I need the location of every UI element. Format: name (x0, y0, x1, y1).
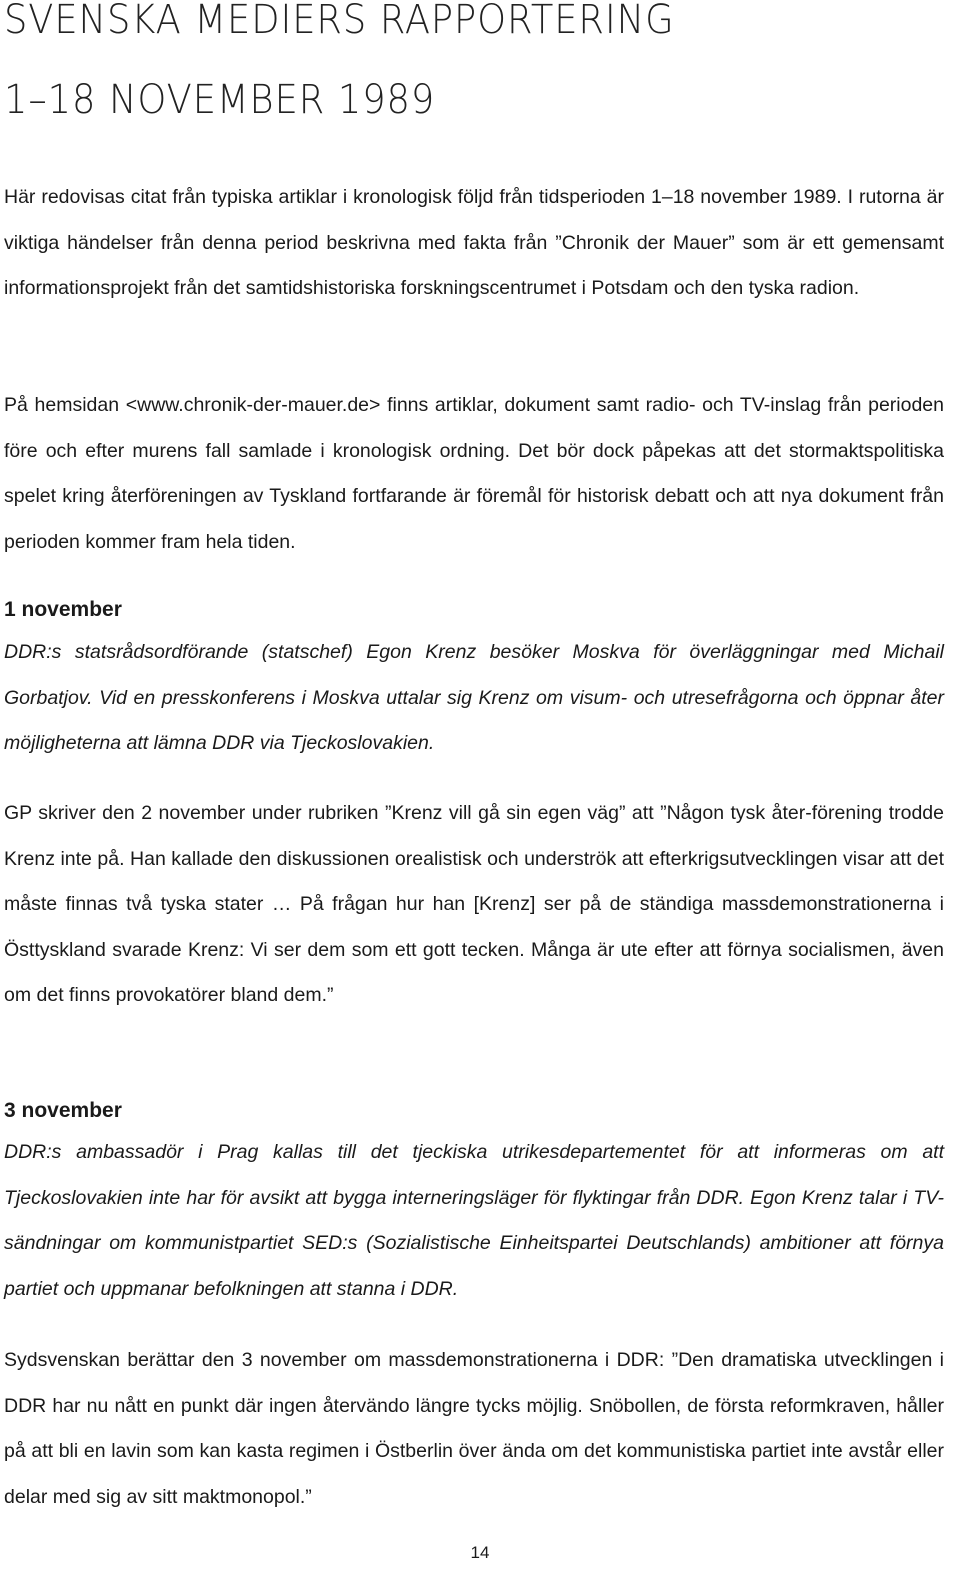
page-number: 14 (470, 1543, 490, 1562)
fact-box-1-november: DDR:s statsrådsordförande (statschef) Egon Krenz besöker Moskva för överläggningar med Michail Gorbatjov. Vid en presskonferens i Moskva uttalar sig Krenz om visum- och utresefrågorna och öppnar åter möjligheterna att lämna DDR via Tjeckoslovakien. (4, 641, 944, 754)
quote-paragraph-gp: GP skriver den 2 november under rubriken ”Krenz vill gå sin egen väg” att ”Någon tysk åter-förening trodde Krenz inte på. Han kallade den diskussionen orealistisk och underströk att efterkrigsutvecklingen visar att det måste finnas två tyska stater … På frågan hur han [Krenz] ser på de ständiga massdemonstrationerna i Östtyskland svarade Krenz: Vi ser dem som ett gott tecken. Många är ute efter att förnya socialismen, även om det finns provokatörer bland dem.” (4, 802, 944, 1006)
quote-paragraph-sydsvenskan: Sydsvenskan berättar den 3 november om massdemonstrationerna i DDR: ”Den dramatiska utvecklingen i DDR har nu nått en punkt där ingen återvändo längre tycks möjlig. Snöbollen, de första reformkraven, håller på att bli en lavin som kan kasta regimen i Östberlin över ända om det kommunistiska partiet inte avstår eller delar med sig av sitt maktmonopol.” (4, 1349, 944, 1508)
website-paragraph: På hemsidan <www.chronik-der-mauer.de> finns artiklar, dokument samt radio- och TV-inslag från perioden före och efter murens fall samlade i kronologisk ordning. Det bör dock påpekas att det stormaktspolitiska spelet kring återföreningen av Tyskland fortfarande är föremål för historisk debatt och att nya dokument från perioden kommer fram hela tiden. (4, 394, 944, 553)
intro-paragraph: Här redovisas citat från typiska artiklar i kronologisk följd från tidsperioden 1–18 november 1989. I rutorna är viktiga händelser från denna period beskrivna med fakta från ”Chronik der Mauer” som är ett gemensamt informationsprojekt från det samtidshistoriska forskningscentrumet i Potsdam och den tyska radion. (4, 186, 944, 299)
section-heading-3-november: 3 november (4, 1099, 122, 1122)
section-heading-1-november: 1 november (4, 598, 122, 621)
page-subtitle: 1–18 NOVEMBER 1989 (4, 77, 436, 123)
fact-box-3-november: DDR:s ambassadör i Prag kallas till det tjeckiska utrikesdepartementet för att informeras om att Tjeckoslovakien inte har för avsikt att bygga interneringsläger för flyktingar från DDR. Egon Krenz talar i TV-sändningar om kommunistpartiet SED:s (Sozialistische Einheitspartei Deutschlands) ambitioner att förnya partiet och uppmanar befolkningen att stanna i DDR. (4, 1141, 944, 1300)
page-title: SVENSKA MEDIERS RAPPORTERING (4, 0, 675, 43)
